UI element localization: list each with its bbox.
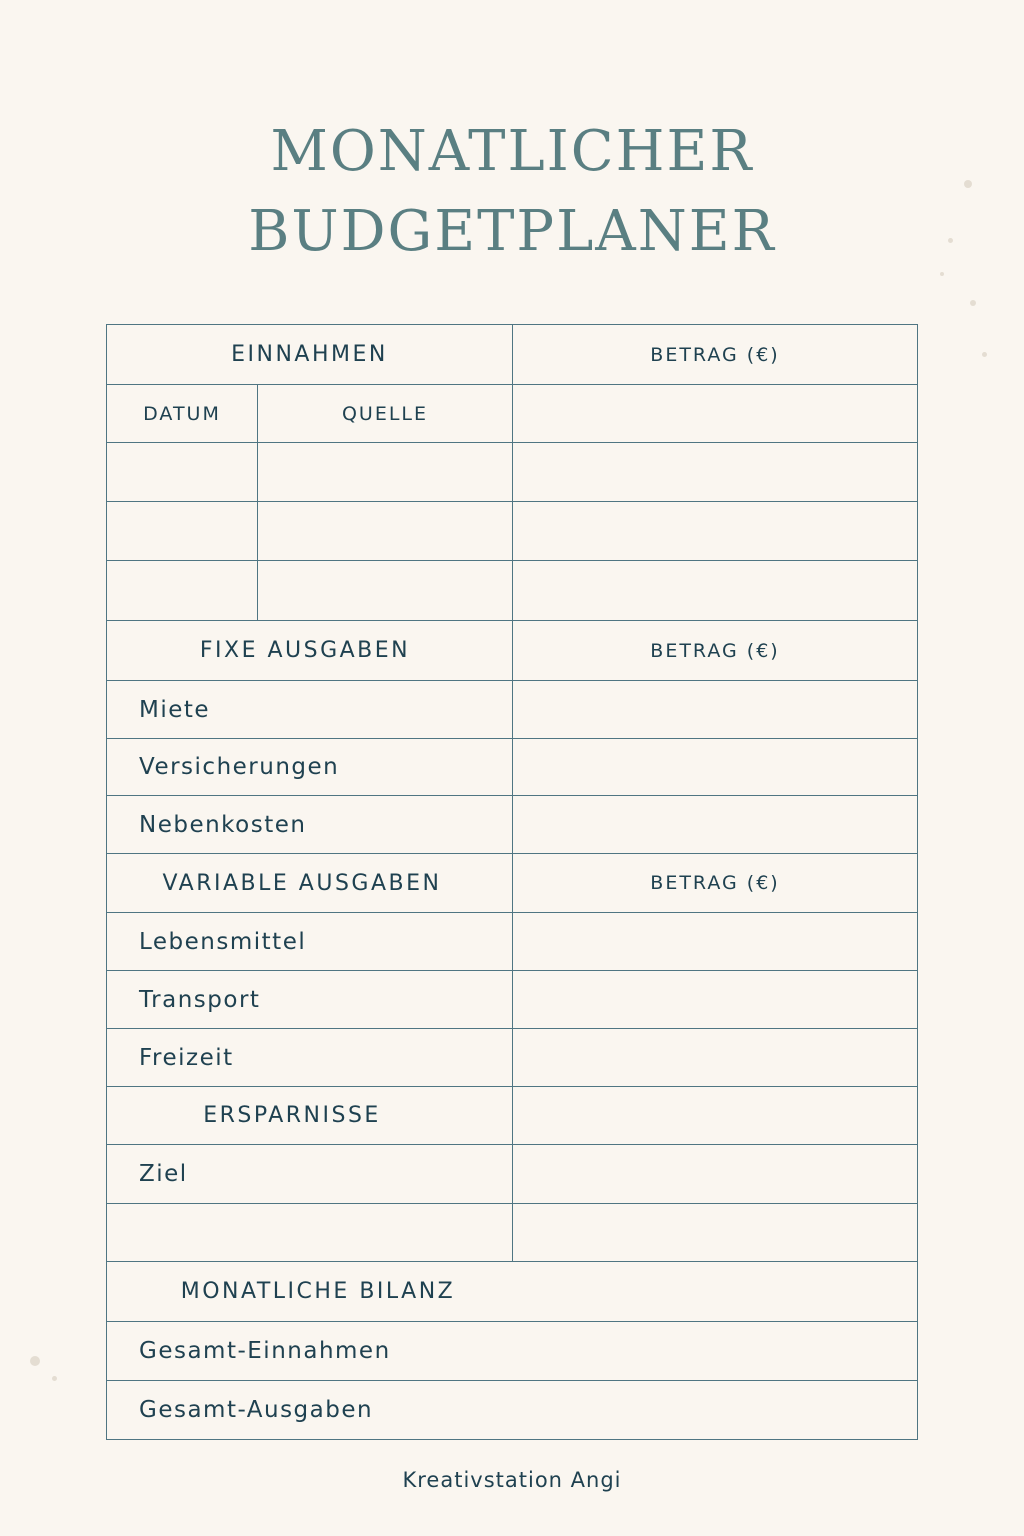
monthly-balance-header: MONATLICHE BILANZ: [180, 1279, 456, 1304]
page-title: [0, 112, 1024, 272]
variable-expense-amount-field[interactable]: [513, 971, 917, 1028]
balance-total-expenses-label: Gesamt-Ausgaben: [139, 1397, 374, 1423]
fixed-expense-label: Versicherungen: [139, 754, 340, 780]
paper-speck: [52, 1376, 57, 1381]
paper-speck: [940, 272, 944, 276]
title-line-1: MONATLICHER: [270, 119, 754, 184]
income-date-field[interactable]: [107, 561, 257, 620]
income-date-field[interactable]: [107, 443, 257, 501]
title-line-2: BUDGETPLANER: [248, 199, 776, 264]
balance-total-income-label: Gesamt-Einnahmen: [139, 1338, 391, 1364]
savings-goal-label: Ziel: [139, 1161, 188, 1187]
income-amount-field[interactable]: [513, 443, 917, 501]
fixed-expense-amount-field[interactable]: [513, 796, 917, 853]
fixed-amount-header: BETRAG (€): [650, 639, 780, 662]
savings-extra-amount-field[interactable]: [513, 1204, 917, 1261]
income-header: EINNAHMEN: [231, 342, 388, 367]
income-amount-field[interactable]: [513, 502, 917, 560]
income-source-column-header: QUELLE: [341, 402, 429, 425]
variable-expense-label: Freizeit: [139, 1044, 234, 1071]
fixed-expense-label: Nebenkosten: [139, 811, 307, 838]
income-date-field[interactable]: [107, 502, 257, 560]
variable-expense-amount-field[interactable]: [513, 913, 917, 970]
income-date-column-header: DATUM: [143, 402, 221, 425]
paper-speck: [970, 300, 976, 306]
variable-expense-amount-field[interactable]: [513, 1029, 917, 1086]
variable-expenses-header: VARIABLE AUSGABEN: [162, 870, 442, 896]
variable-expense-label: Lebensmittel: [139, 928, 307, 955]
paper-speck: [30, 1356, 40, 1366]
income-source-field[interactable]: [258, 561, 512, 620]
fixed-expense-amount-field[interactable]: [513, 739, 917, 795]
savings-amount-field[interactable]: [513, 1087, 917, 1144]
income-source-field[interactable]: [258, 443, 512, 501]
fixed-expense-label: Miete: [139, 696, 211, 723]
fixed-expense-amount-field[interactable]: [513, 681, 917, 738]
savings-extra-field[interactable]: [107, 1204, 512, 1261]
income-source-field[interactable]: [258, 502, 512, 560]
income-amount-header: BETRAG (€): [650, 343, 780, 366]
variable-expense-label: Transport: [139, 986, 261, 1013]
income-amount-field[interactable]: [513, 561, 917, 620]
budget-table: [106, 324, 918, 1440]
paper-speck: [982, 352, 987, 357]
footer-brand: Kreativstation Angi: [402, 1468, 622, 1492]
variable-amount-header: BETRAG (€): [650, 872, 780, 894]
savings-goal-amount-field[interactable]: [513, 1145, 917, 1203]
fixed-expenses-header: FIXE AUSGABEN: [199, 638, 411, 663]
savings-header: ERSPARNISSE: [203, 1103, 381, 1128]
